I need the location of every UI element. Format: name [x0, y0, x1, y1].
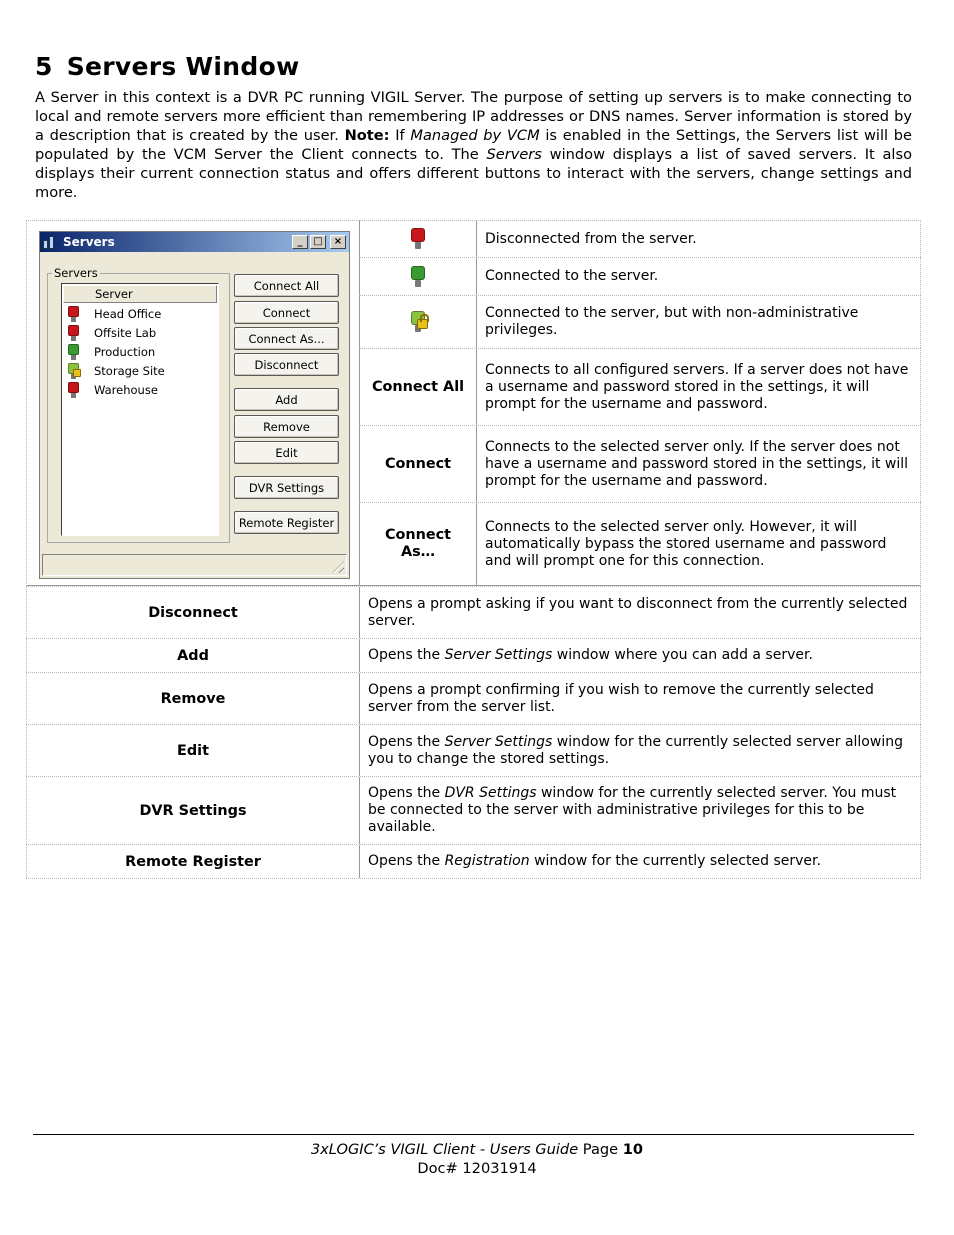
row-dvr-settings — [26, 776, 921, 844]
row-connect — [359, 425, 921, 502]
maximize-icon[interactable]: □ — [310, 235, 326, 249]
connect-button[interactable]: Connect — [234, 301, 339, 324]
list-item[interactable] — [67, 343, 155, 361]
server-column-header[interactable]: Server — [63, 285, 217, 303]
server-disconnected-icon — [67, 324, 81, 342]
connect-all-button[interactable]: Connect All — [234, 274, 339, 297]
row-description: Opens a prompt confirming if you wish to remove the currently selected server from the server list. — [368, 681, 874, 715]
section-heading — [35, 52, 299, 81]
server-name: Production — [94, 345, 156, 359]
row-description: Opens the Registration window for the currently selected server. — [368, 853, 821, 869]
server-connected-icon — [409, 265, 427, 289]
server-name: Offsite Lab — [94, 326, 157, 340]
row-description: Connects to the selected server only. If the server does not have a username and password stored in the settings, it will prompt for the username and password. — [485, 438, 909, 489]
minimize-icon[interactable]: _ — [292, 235, 308, 249]
intro-paragraph — [35, 88, 912, 202]
row-connect-all — [359, 348, 921, 425]
servers-table-upper — [26, 220, 921, 586]
status-description: Disconnected from the server. — [485, 230, 697, 247]
server-disconnected-icon — [67, 381, 81, 399]
row-description: Opens the Server Settings window where you can add a server. — [368, 647, 813, 663]
add-button[interactable]: Add — [234, 388, 339, 411]
status-row-disconnected — [359, 220, 921, 257]
status-row-connected — [359, 257, 921, 295]
note-label: Note: — [344, 127, 390, 144]
row-description: Opens a prompt asking if you want to disconnect from the currently selected server. — [368, 595, 908, 629]
window-titlebar[interactable] — [40, 232, 349, 252]
server-limited-icon — [409, 310, 427, 334]
servers-word: Servers — [486, 146, 542, 163]
row-remove — [26, 672, 921, 724]
row-description: Connects to the selected server only. However, it will automatically bypass the stored username and password and will prompt one for this connection. — [485, 518, 887, 569]
row-description: Opens the Server Settings window for the currently selected server allowing you to change the stored settings. — [368, 733, 903, 767]
row-add — [26, 638, 921, 672]
row-label: Add — [27, 639, 360, 672]
server-name: Storage Site — [94, 364, 165, 378]
row-label: DVR Settings — [27, 777, 360, 844]
row-label: Remote Register — [27, 845, 360, 878]
section-number: 5 — [35, 52, 53, 81]
intro-text-2: If — [389, 127, 411, 144]
footer-doc-number: Doc# 12031914 — [417, 1160, 537, 1177]
row-disconnect — [26, 586, 921, 638]
row-label: Edit — [27, 725, 360, 776]
page-label: Page — [578, 1141, 623, 1158]
server-disconnected-icon — [67, 305, 81, 323]
intro-text-1: A Server in this context is a DVR PC running VIGIL Server. The purpose of setting up servers is to make connecting to local and remote servers more efficient than remembering IP addresses or DNS names. Server information is stored by a description that is created by the user. — [35, 89, 912, 144]
list-item[interactable] — [67, 324, 156, 342]
footer-guide — [0, 1141, 954, 1158]
remote-register-button[interactable]: Remote Register — [234, 511, 339, 534]
intro-text-4: window displays a list of saved servers. It also displays their current connection status and offers different buttons to interact with the servers, change settings and more. — [35, 146, 913, 201]
server-limited-icon — [67, 362, 81, 380]
list-item[interactable] — [67, 305, 161, 323]
status-description: Connected to the server, but with non-administrative privileges. — [485, 305, 859, 338]
servers-window — [39, 231, 350, 579]
groupbox-label: Servers — [54, 266, 98, 280]
section-title: Servers Window — [66, 52, 300, 81]
row-label: Connect All — [359, 349, 477, 425]
row-label: Remove — [27, 673, 360, 724]
row-label: Connect As… — [359, 503, 477, 585]
status-row-limited — [359, 295, 921, 348]
server-list[interactable] — [61, 283, 219, 536]
remove-button[interactable]: Remove — [234, 415, 339, 438]
window-title: Servers — [63, 235, 115, 249]
footer-divider — [33, 1134, 914, 1135]
status-bar — [42, 554, 347, 576]
servers-app-icon — [43, 235, 59, 249]
row-label: Connect — [359, 426, 477, 502]
row-remote-register — [26, 844, 921, 878]
connect-as-button[interactable]: Connect As... — [234, 327, 339, 350]
intro-text-3: is enabled in the Settings, the Servers list will be populated by the VCM Server the Client connects to. The — [35, 127, 912, 163]
row-description: Opens the DVR Settings window for the currently selected server. You must be connected to the server with administrative privileges for this to be available. — [368, 785, 897, 835]
dvr-settings-button[interactable]: DVR Settings — [234, 476, 339, 499]
server-name: Warehouse — [94, 383, 158, 397]
server-connected-icon — [67, 343, 81, 361]
managed-by-vcm: Managed by VCM — [410, 127, 540, 144]
server-name: Head Office — [94, 307, 162, 321]
guide-title: 3xLOGIC’s VIGIL Client - Users Guide — [310, 1141, 579, 1158]
table-bottom-border — [26, 878, 921, 879]
screenshot-cell — [26, 220, 359, 586]
disconnect-button[interactable]: Disconnect — [234, 353, 339, 376]
row-edit — [26, 724, 921, 776]
page-number: 10 — [622, 1141, 644, 1158]
row-connect-as — [359, 502, 921, 586]
row-description: Connects to all configured servers. If a server does not have a username and password stored in the settings, it will prompt for the username and password. — [485, 361, 909, 412]
list-item[interactable] — [67, 362, 165, 380]
list-item[interactable] — [67, 381, 158, 399]
close-icon[interactable]: × — [330, 235, 346, 249]
edit-button[interactable]: Edit — [234, 441, 339, 464]
status-description: Connected to the server. — [485, 268, 659, 284]
server-disconnected-icon — [409, 227, 427, 251]
resize-grip-icon[interactable] — [332, 561, 344, 573]
row-label: Disconnect — [27, 587, 360, 638]
